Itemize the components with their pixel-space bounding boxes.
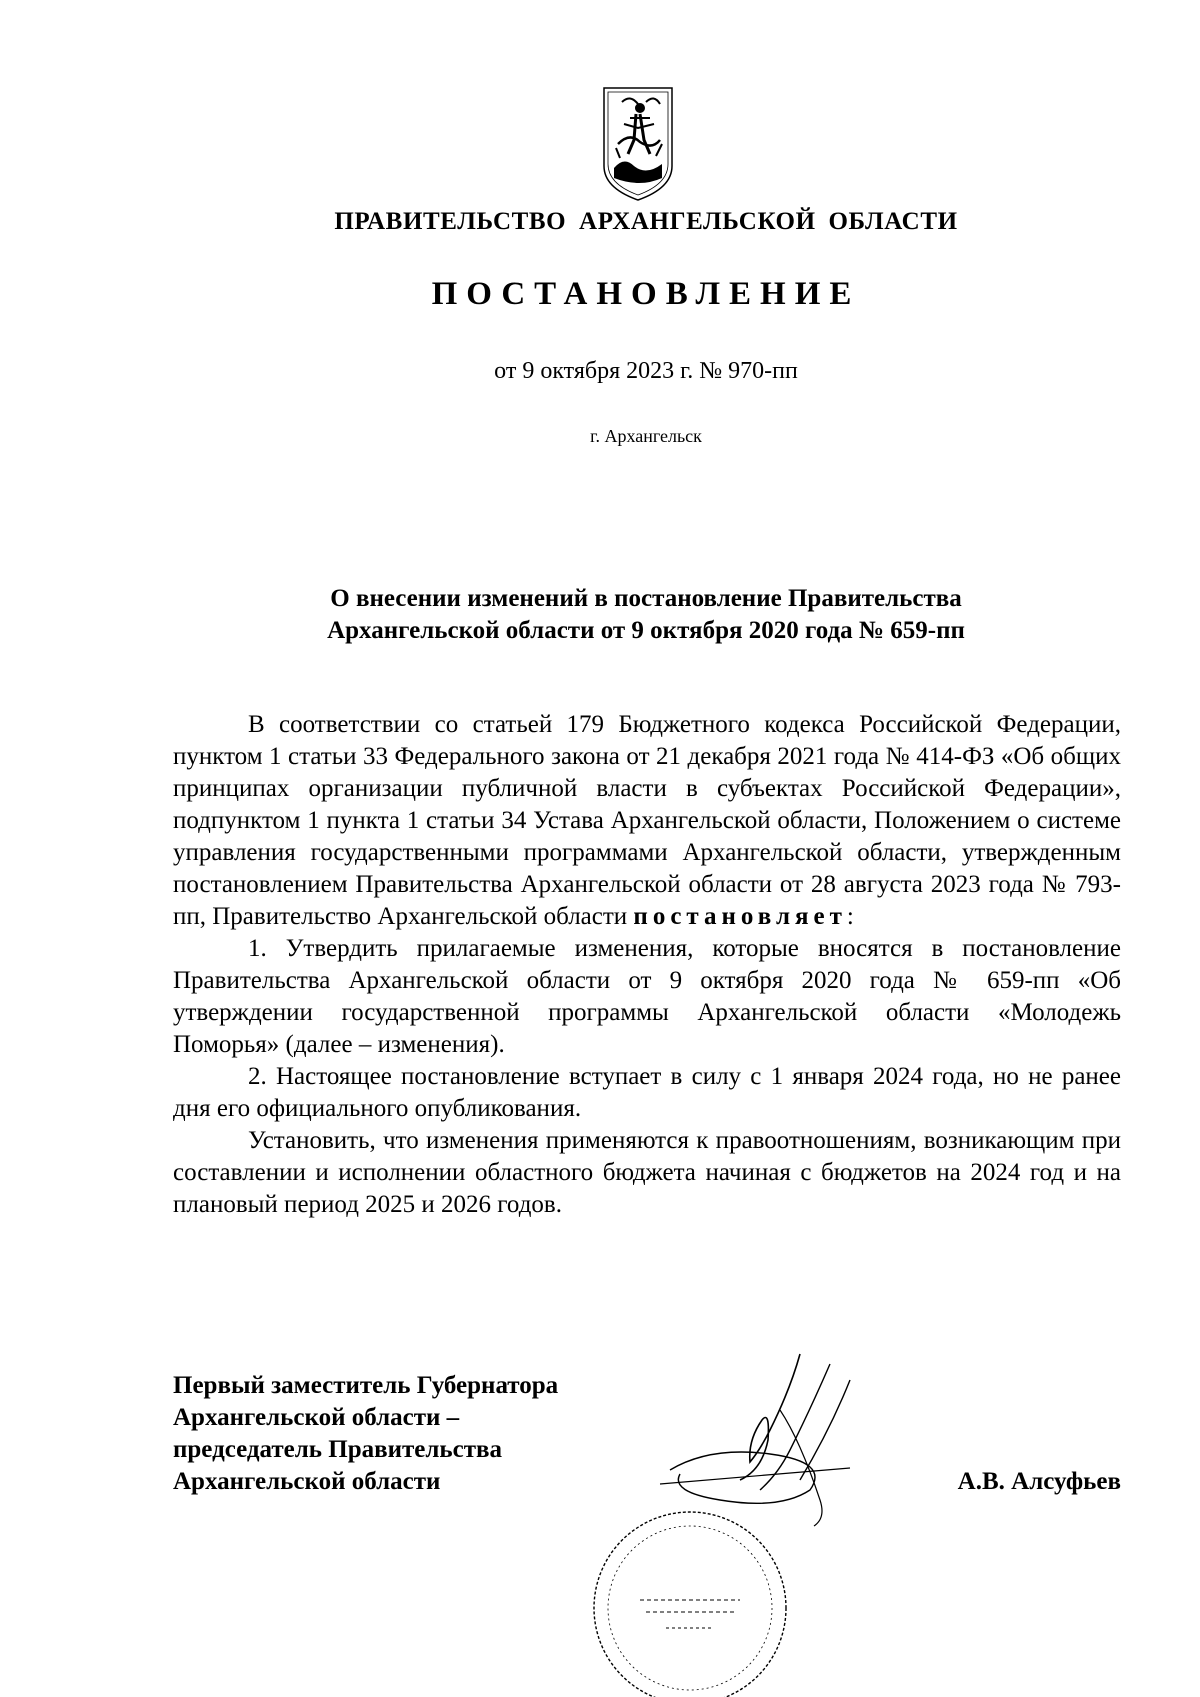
preamble-colon: : — [846, 903, 854, 930]
document-subject — [0, 583, 1200, 647]
government-title: ПРАВИТЕЛЬСТВО АРХАНГЕЛЬСКОЙ ОБЛАСТИ — [334, 208, 958, 235]
position-line-1: Первый заместитель Губернатора — [173, 1372, 559, 1399]
paragraph-application: Установить, что изменения применяются к правоотношениям, возникающим при составлении и исполнении областного бюджета начиная с бюджетов на 2024 год и на плановый период 2025 и 2026 годов. — [173, 1127, 1121, 1218]
document-body — [173, 709, 1121, 1221]
paragraph-item-2: 2. Настоящее постановление вступает в силу с 1 января 2024 года, но не ранее дня его официального опубликования. — [173, 1063, 1121, 1122]
document-city: г. Архангельск — [590, 426, 702, 446]
document-type: ПОСТАНОВЛЕНИЕ — [431, 276, 861, 312]
official-seal-icon — [580, 1490, 800, 1697]
subject-line-1: О внесении изменений в постановление Правительства — [330, 585, 962, 612]
resolves-keyword: постановляет — [633, 903, 847, 930]
position-line-4: Архангельской области — [173, 1468, 441, 1495]
document-date-number: от 9 октября 2023 г. № 970-пп — [494, 358, 798, 384]
signatory-position — [173, 1370, 693, 1498]
position-line-3: председатель Правительства — [173, 1436, 503, 1463]
coat-of-arms-icon — [600, 84, 676, 204]
preamble-text: В соответствии со статьей 179 Бюджетного кодекса Российской Федерации, пунктом 1 статьи 33 Федерального закона от 21 декабря 2021 года № 414-ФЗ «Об общих принципах организации публичной власти в субъектах Российской Федерации», подпунктом 1 пункта 1 статьи 34 Устава Архангельской области, Положением о системе управления государственными программами Архангельской области, утвержденным постановлением Правительства Архангельской области от 28 августа 2023 года № 793-пп, Правительство Архангельской области — [173, 711, 1121, 930]
subject-line-2: Архангельской области от 9 октября 2020 года № 659-пп — [327, 617, 965, 644]
signatory-name: А.В. Алсуфьев — [957, 1468, 1121, 1495]
paragraph-preamble — [173, 709, 1121, 933]
paragraph-item-1: 1. Утвердить прилагаемые изменения, которые вносятся в постановление Правительства Архангельской области от 9 октября 2020 года № 659-пп «Об утверждении государственной программы Архангельской области «Молодежь Поморья» (далее – изменения). — [173, 935, 1121, 1058]
position-line-2: Архангельской области – — [173, 1404, 460, 1431]
